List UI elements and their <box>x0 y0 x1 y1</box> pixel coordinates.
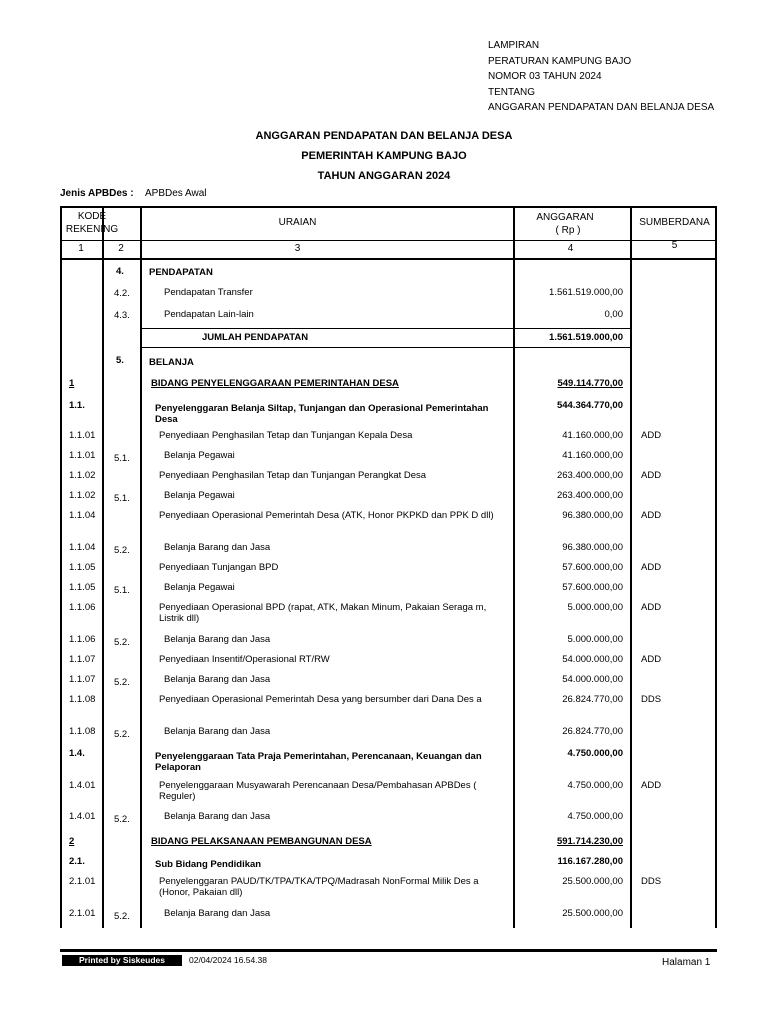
row-kode: 2 <box>69 836 75 847</box>
row-kode: 1.1.07 <box>69 674 96 685</box>
row-sub-code: 5.1. <box>114 493 130 504</box>
row-uraian: Pendapatan Transfer <box>164 287 253 298</box>
header-anggaran: ANGGARAN <box>536 212 594 223</box>
row-uraian: Penyediaan Penghasilan Tetap dan Tunjangan Kepala Desa <box>159 430 413 441</box>
col4-divider <box>630 206 632 928</box>
col-number: 4 <box>567 243 574 254</box>
row-kode: 1.1.01 <box>69 430 96 441</box>
row-kode: 2.1.01 <box>69 908 96 919</box>
row-anggaran: 26.824.770,00 <box>562 694 623 705</box>
row-sub-code: 5.2. <box>114 677 130 688</box>
footer-rule <box>60 951 717 952</box>
row-uraian: Belanja Pegawai <box>164 490 235 501</box>
title-line: ANGGARAN PENDAPATAN DAN BELANJA DESA <box>255 130 513 142</box>
row-sumberdana: ADD <box>641 470 662 481</box>
row-kode: 1.1.07 <box>69 654 96 665</box>
lampiran-line: NOMOR 03 TAHUN 2024 <box>488 71 602 82</box>
jenis-apbdes-label: Jenis APBDes : <box>60 188 134 199</box>
row-uraian: Belanja Pegawai <box>164 582 235 593</box>
row-anggaran: 54.000.000,00 <box>562 654 623 665</box>
header-anggaran-unit: ( Rp ) <box>555 225 581 236</box>
jenis-apbdes-value: APBDes Awal <box>145 188 207 199</box>
row-kode: 1.1.06 <box>69 602 96 613</box>
row-uraian: Penyelenggaran PAUD/TK/TPA/TKA/TPQ/Madrasah NonFormal Milik Des a (Honor, Pakaian dll) <box>159 876 479 898</box>
row-anggaran: 25.500.000,00 <box>562 876 623 887</box>
row-anggaran: 4.750.000,00 <box>567 780 623 791</box>
header-bottom-border <box>60 258 717 260</box>
row-sumberdana: ADD <box>641 430 662 441</box>
row-sumberdana: ADD <box>641 654 662 665</box>
row-anggaran: 116.167.280,00 <box>557 856 623 867</box>
row-kode: 1.1.05 <box>69 582 96 593</box>
row-uraian: Penyediaan Tunjangan BPD <box>159 562 279 573</box>
row-kode: 1.1.05 <box>69 562 96 573</box>
row-uraian: Penyediaan Operasional Pemerintah Desa yang bersumber dari Dana Des a <box>159 694 482 705</box>
row-sumberdana: ADD <box>641 562 662 573</box>
lampiran-line: LAMPIRAN <box>488 40 540 51</box>
row-anggaran: 591.714.230,00 <box>556 836 623 847</box>
row-uraian: Penyelenggaran Belanja Siltap, Tunjangan dan Operasional Pemerintahan Desa <box>155 403 489 425</box>
title-line: TAHUN ANGGARAN 2024 <box>317 170 451 182</box>
row-sub-code: 5. <box>116 355 124 366</box>
col1-divider <box>102 206 104 928</box>
row-kode: 2.1.01 <box>69 876 96 887</box>
row-anggaran: 4.750.000,00 <box>567 811 623 822</box>
row-kode: 1.1.08 <box>69 726 96 737</box>
row-uraian: Belanja Barang dan Jasa <box>164 908 271 919</box>
row-kode: 1.1.02 <box>69 490 96 501</box>
row-anggaran: 57.600.000,00 <box>562 562 623 573</box>
page-number: Halaman 1 <box>662 957 711 968</box>
row-uraian: Pendapatan Lain-lain <box>164 309 254 320</box>
row-kode: 1 <box>69 378 75 389</box>
row-anggaran: 5.000.000,00 <box>567 634 623 645</box>
row-sub-code: 4.3. <box>114 310 130 321</box>
row-uraian: Penyelenggaraan Musyawarah Perencanaan Desa/Pembahasan APBDes ( Reguler) <box>159 780 477 802</box>
row-sub-code: 5.2. <box>114 637 130 648</box>
lampiran-line: TENTANG <box>488 86 536 98</box>
row-kode: 1.1.04 <box>69 542 96 553</box>
table-left-border <box>60 206 62 928</box>
row-sumberdana: ADD <box>641 602 662 613</box>
row-uraian: Penyediaan Insentif/Operasional RT/RW <box>159 654 330 665</box>
row-kode: 2.1. <box>69 856 85 867</box>
row-kode: 1.1.02 <box>69 470 96 481</box>
col-number: 1 <box>78 243 84 254</box>
header-sumberdana: SUMBERDANA <box>639 217 710 228</box>
title-line: PEMERINTAH KAMPUNG BAJO <box>301 150 467 162</box>
row-anggaran: 1.561.519.000,00 <box>549 332 623 343</box>
row-sub-code: 4. <box>116 266 124 277</box>
row-uraian: Penyediaan Operasional Pemerintah Desa (ATK, Honor PKPKD dan PPK D dll) <box>159 510 494 521</box>
row-kode: 1.4.01 <box>69 780 96 791</box>
row-anggaran: 96.380.000,00 <box>562 542 623 553</box>
lampiran-line: ANGGARAN PENDAPATAN DAN BELANJA DESA <box>488 102 715 113</box>
jumlah-pendapatan-bottom <box>140 347 632 348</box>
row-anggaran: 544.364.770,00 <box>556 400 623 411</box>
lampiran-line: PERATURAN KAMPUNG BAJO <box>488 55 632 67</box>
row-anggaran: 26.824.770,00 <box>562 726 623 737</box>
row-sumberdana: ADD <box>641 510 662 521</box>
row-uraian: Belanja Barang dan Jasa <box>164 542 271 553</box>
row-kode: 1.1.01 <box>69 450 96 461</box>
row-anggaran: 25.500.000,00 <box>562 908 623 919</box>
row-sub-code: 4.2. <box>114 288 130 299</box>
header-divider <box>60 240 717 241</box>
lampiran-block <box>488 38 728 116</box>
row-uraian: BELANJA <box>149 357 194 368</box>
row-anggaran: 549.114.770,00 <box>557 378 623 389</box>
col-number: 3 <box>294 243 301 254</box>
row-uraian: PENDAPATAN <box>149 267 213 278</box>
row-uraian: JUMLAH PENDAPATAN <box>202 332 309 343</box>
row-anggaran: 0,00 <box>604 309 623 320</box>
print-timestamp: 02/04/2024 16.54.38 <box>189 955 267 965</box>
row-sub-code: 5.2. <box>114 814 130 825</box>
header-uraian: URAIAN <box>278 217 317 228</box>
row-sumberdana: DDS <box>641 876 662 887</box>
row-kode: 1.1.06 <box>69 634 96 645</box>
row-anggaran: 4.750.000,00 <box>567 748 623 759</box>
row-sub-code: 5.1. <box>114 453 130 464</box>
row-anggaran: 96.380.000,00 <box>562 510 623 521</box>
col3-divider <box>513 206 515 928</box>
row-sub-code: 5.2. <box>114 545 130 556</box>
col-number: 5 <box>671 240 678 251</box>
row-anggaran: 54.000.000,00 <box>562 674 623 685</box>
row-kode: 1.1.04 <box>69 510 96 521</box>
row-kode: 1.1. <box>69 400 85 411</box>
row-anggaran: 41.160.000,00 <box>562 430 623 441</box>
table-right-border <box>715 206 717 928</box>
row-sub-code: 5.1. <box>114 585 130 596</box>
row-anggaran: 57.600.000,00 <box>562 582 623 593</box>
table-top-border <box>60 206 717 208</box>
row-uraian: Belanja Barang dan Jasa <box>164 674 271 685</box>
row-kode: 1.4.01 <box>69 811 96 822</box>
row-sub-code: 5.2. <box>114 729 130 740</box>
row-uraian: BIDANG PELAKSANAAN PEMBANGUNAN DESA <box>151 836 372 847</box>
row-uraian: Belanja Barang dan Jasa <box>164 811 271 822</box>
row-kode: 1.1.08 <box>69 694 96 705</box>
col2-divider <box>140 206 142 928</box>
row-anggaran: 263.400.000,00 <box>556 490 623 501</box>
row-uraian: Belanja Pegawai <box>164 450 235 461</box>
row-sumberdana: ADD <box>641 780 662 791</box>
row-uraian: BIDANG PENYELENGGARAAN PEMERINTAHAN DESA <box>151 378 399 389</box>
printed-by-badge: Printed by Siskeudes <box>62 955 182 966</box>
document-title <box>0 126 768 186</box>
row-kode: 1.4. <box>69 748 85 759</box>
row-uraian: Sub Bidang Pendidikan <box>155 859 262 870</box>
row-uraian: Penyediaan Operasional BPD (rapat, ATK, Makan Minum, Pakaian Seraga m, Listrik dll) <box>159 602 487 624</box>
row-anggaran: 1.561.519.000,00 <box>549 287 623 298</box>
row-anggaran: 263.400.000,00 <box>556 470 623 481</box>
row-anggaran: 5.000.000,00 <box>567 602 623 613</box>
header-kode: KODE REKENING <box>65 211 119 235</box>
row-uraian: Belanja Barang dan Jasa <box>164 634 271 645</box>
row-sumberdana: DDS <box>641 694 662 705</box>
col-number: 2 <box>118 243 124 254</box>
row-uraian: Penyediaan Penghasilan Tetap dan Tunjangan Perangkat Desa <box>159 470 427 481</box>
row-anggaran: 41.160.000,00 <box>562 450 623 461</box>
row-sub-code: 5.2. <box>114 911 130 922</box>
jumlah-pendapatan-top <box>140 328 632 329</box>
row-uraian: Belanja Barang dan Jasa <box>164 726 271 737</box>
row-uraian: Penyelenggaraan Tata Praja Pemerintahan, Perencanaan, Keuangan dan Pelaporan <box>155 751 482 773</box>
